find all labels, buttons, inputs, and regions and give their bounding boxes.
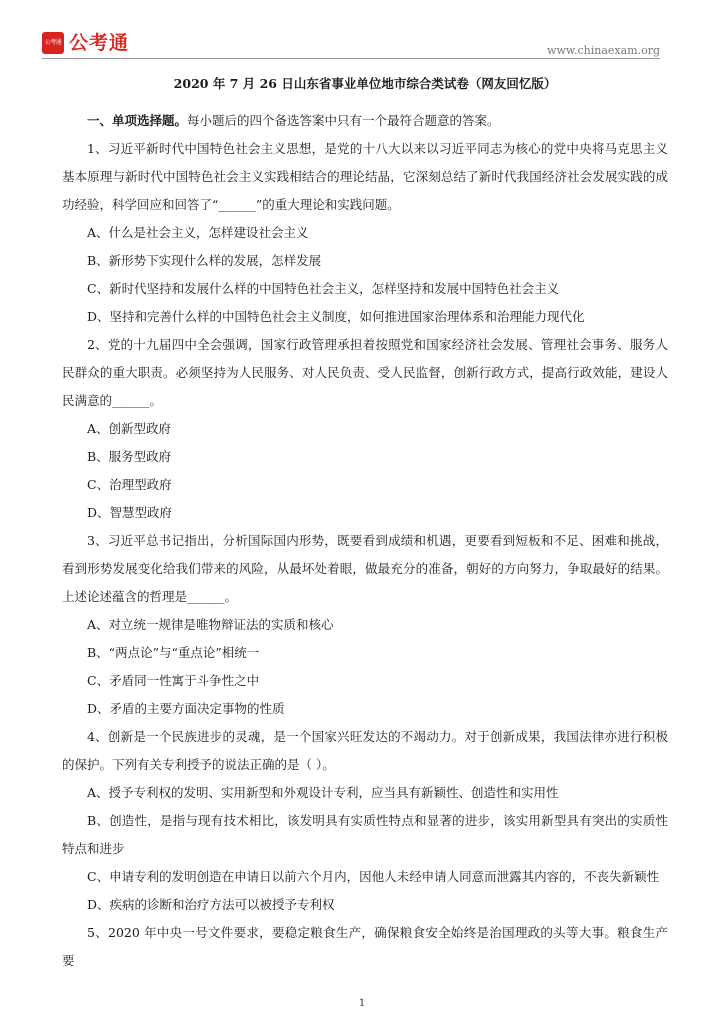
question-1-option-d: D、坚持和完善什么样的中国特色社会主义制度，如何推进国家治理体系和治理能力现代化 <box>87 309 585 324</box>
question-3-option-d: D、矛盾的主要方面决定事物的性质 <box>87 701 285 716</box>
question-2-stem: 2、党的十九届四中全会强调，国家行政管理承担着按照党和国家经济社会发展、管理社会事务、服务人民群众的重大职责。必须坚持为人民服务、对人民负责、受人民监督，创新行政方式，提高行政效能，建设人民满意的______。 <box>62 337 668 408</box>
page-header <box>0 0 724 62</box>
logo-text: 公考通 <box>69 32 130 54</box>
section-instruction: 每小题后的四个备选答案中只有一个最符合题意的答案。 <box>187 113 500 128</box>
site-url-link[interactable]: www.chinaexam.org <box>547 44 660 57</box>
question-4-option-a: A、授予专利权的发明、实用新型和外观设计专利，应当具有新颖性、创造性和实用性 <box>87 785 559 800</box>
section-heading: 一、单项选择题。 <box>87 113 188 128</box>
brand-logo[interactable] <box>42 32 129 54</box>
header-divider <box>42 58 660 59</box>
question-1-option-a: A、什么是社会主义，怎样建设社会主义 <box>87 225 309 240</box>
question-3-option-c: C、矛盾同一性寓于斗争性之中 <box>87 673 260 688</box>
question-3-option-b: B、“两点论”与“重点论”相统一 <box>87 645 260 660</box>
document-body <box>62 76 668 975</box>
question-2-option-d: D、智慧型政府 <box>87 505 173 520</box>
document-title: 2020 年 7 月 26 日山东省事业单位地市综合类试卷（网友回忆版） <box>173 76 557 91</box>
question-3-stem: 3、习近平总书记指出，分析国际国内形势，既要看到成绩和机遇，更要看到短板和不足、困难和挑战，看到形势发展变化给我们带来的风险，从最坏处着眼，做最充分的准备，朝好的方向努力，争取最好的结果。上述论述蕴含的哲理是______。 <box>62 533 668 604</box>
question-2-option-c: C、治理型政府 <box>87 477 172 492</box>
page-number: 1 <box>358 998 366 1009</box>
question-4-option-d: D、疾病的诊断和治疗方法可以被授予专利权 <box>87 897 335 912</box>
question-4-option-c: C、申请专利的发明创造在申请日以前六个月内，因他人未经申请人同意而泄露其内容的，不丧失新颖性 <box>87 869 660 884</box>
question-5-stem: 5、2020 年中央一号文件要求，要稳定粮食生产，确保粮食安全始终是治国理政的头等大事。粮食生产要 <box>62 925 668 968</box>
section-intro <box>62 107 668 135</box>
question-1-option-b: B、新形势下实现什么样的发展，怎样发展 <box>87 253 322 268</box>
question-4-option-b: B、创造性，是指与现有技术相比，该发明具有实质性特点和显著的进步，该实用新型具有突出的实质性特点和进步 <box>62 813 668 856</box>
question-2-option-a: A、创新型政府 <box>87 421 172 436</box>
question-2-option-b: B、服务型政府 <box>87 449 172 464</box>
question-1-option-c: C、新时代坚持和发展什么样的中国特色社会主义，怎样坚持和发展中国特色社会主义 <box>87 281 560 296</box>
logo-badge-icon: 公考通 <box>42 32 64 54</box>
question-1-stem: 1、习近平新时代中国特色社会主义思想，是党的十八大以来以习近平同志为核心的党中央将马克思主义基本原理与新时代中国特色社会主义实践相结合的理论结晶，它深刻总结了新时代我国经济社会发展实践的成功经验，科学回应和回答了“______”的重大理论和实践问题。 <box>62 141 668 212</box>
question-3-option-a: A、对立统一规律是唯物辩证法的实质和核心 <box>87 617 334 632</box>
question-4-stem: 4、创新是一个民族进步的灵魂，是一个国家兴旺发达的不竭动力。对于创新成果，我国法律亦进行积极的保护。下列有关专利授予的说法正确的是（ ）。 <box>62 729 668 772</box>
